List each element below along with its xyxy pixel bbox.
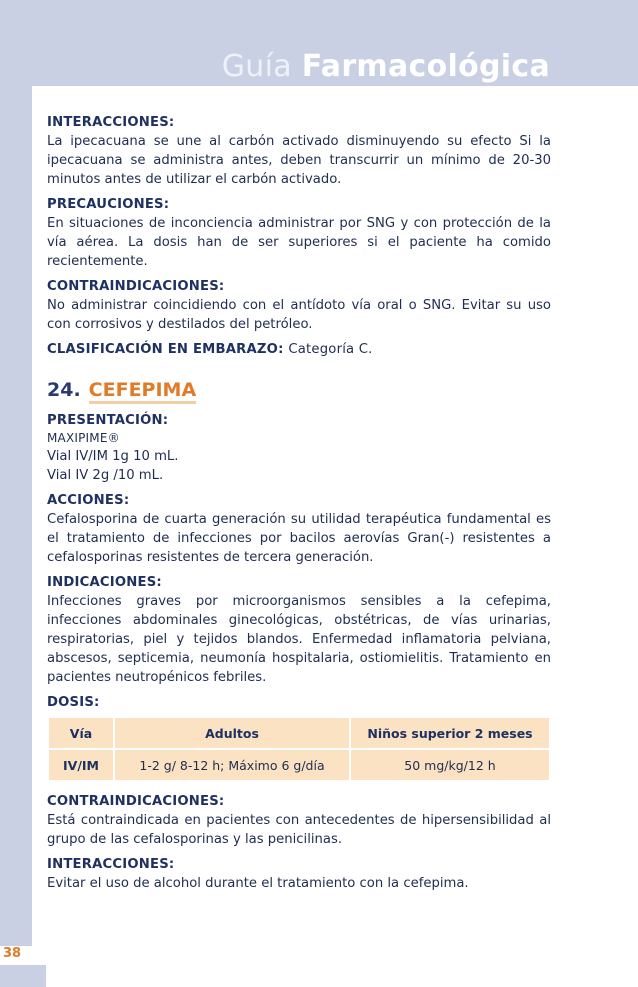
drug-number: 24. — [47, 379, 81, 401]
section-embarazo — [47, 340, 551, 359]
section-text: Infecciones graves por microorganismos sensibles a la cefepima, infecciones abdominales ginecológicas, obstétricas, de vías urinarias, respiratorias, piel y tejidos blandos. Enfermedad inflamatoria pelviana, abscesos, septicemia, neumonía hospitalaria, ostiomielitis. Tratamiento en pacientes neutropénicos febriles. — [47, 594, 551, 685]
column-header: Niños superior 2 meses — [351, 718, 549, 748]
section-text: Evitar el uso de alcohol durante el tratamiento con la cefepima. — [47, 876, 469, 891]
page-content — [47, 113, 551, 899]
section-heading: INTERACCIONES: — [47, 857, 175, 872]
section-acciones — [47, 491, 551, 567]
presentation-line: Vial IV 2g /10 mL. — [47, 468, 164, 483]
section-contraindicaciones — [47, 792, 551, 849]
section-heading: CONTRAINDICACIONES: — [47, 279, 225, 294]
section-text: Cefalosporina de cuarta generación su utilidad terapéutica fundamental es el tratamiento de infecciones por bacilos aerovías Gran(-) resistentes a cefalosporinas resistentes de tercera generación. — [47, 512, 551, 565]
header-title-light: Guía — [221, 49, 292, 84]
section-heading: DOSIS: — [47, 695, 100, 710]
page-number: 38 — [3, 946, 22, 961]
section-heading: INTERACCIONES: — [47, 115, 175, 130]
column-header: Vía — [49, 718, 113, 748]
section-text: La ipecacuana se une al carbón activado disminuyendo su efecto Si la ipecacuana se administra antes, deben transcurrir un mínimo de 20-30 minutos antes de utilizar el carbón activado. — [47, 134, 551, 187]
table-cell: IV/IM — [49, 750, 113, 780]
table-cell: 50 mg/kg/12 h — [351, 750, 549, 780]
drug-name: CEFEPIMA — [89, 379, 197, 404]
section-precauciones — [47, 195, 551, 271]
section-heading: PRESENTACIÓN: — [47, 413, 169, 428]
brand-name: MAXIPIME® — [47, 431, 120, 445]
section-heading: INDICACIONES: — [47, 575, 162, 590]
presentation-line: Vial IV/IM 1g 10 mL. — [47, 449, 179, 464]
table-header-row — [49, 718, 549, 748]
section-contraindicaciones-top — [47, 277, 551, 334]
section-text: Está contraindicada en pacientes con antecedentes de hipersensibilidad al grupo de las cefalosporinas y las penicilinas. — [47, 813, 551, 847]
section-heading: ACCIONES: — [47, 493, 130, 508]
embarazo-line — [47, 340, 551, 359]
embarazo-value: Categoría C. — [288, 342, 373, 357]
column-header: Adultos — [115, 718, 349, 748]
section-dosis — [47, 693, 551, 782]
section-heading: CLASIFICACIÓN EN EMBARAZO: — [47, 342, 284, 357]
drug-title — [47, 377, 551, 403]
section-heading: CONTRAINDICACIONES: — [47, 794, 225, 809]
header-title — [222, 47, 550, 87]
table-cell: 1-2 g/ 8-12 h; Máximo 6 g/día — [115, 750, 349, 780]
section-heading: PRECAUCIONES: — [47, 197, 170, 212]
section-indicaciones — [47, 573, 551, 687]
left-margin-bar-foot — [0, 965, 46, 987]
section-interacciones — [47, 855, 551, 893]
dosage-table — [47, 716, 551, 782]
section-presentacion — [47, 411, 551, 485]
section-text: No administrar coincidiendo con el antídoto vía oral o SNG. Evitar su uso con corrosivos y destilados del petróleo. — [47, 298, 551, 332]
left-margin-bar — [0, 86, 32, 946]
header-title-bold: Farmacológica — [301, 49, 550, 84]
section-text: En situaciones de inconciencia administrar por SNG y con protección de la vía aérea. La dosis han de ser superiores si el paciente ha comido recientemente. — [47, 216, 551, 269]
section-interacciones-top — [47, 113, 551, 189]
table-row — [49, 750, 549, 780]
